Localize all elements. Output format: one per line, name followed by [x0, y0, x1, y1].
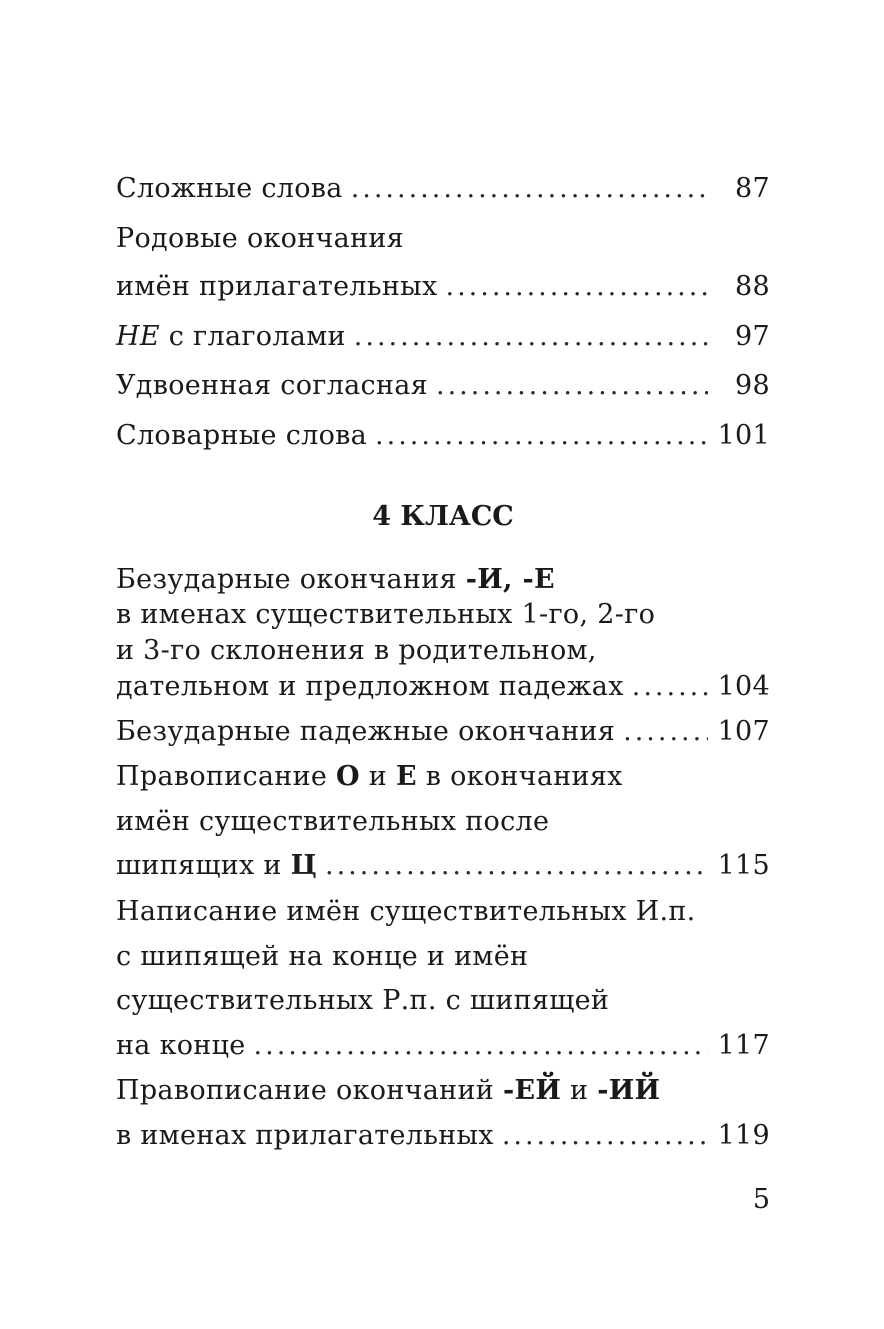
toc-entry-unstressed-case-endings[interactable] [116, 715, 770, 749]
bold-term: -ЕЙ [502, 1075, 562, 1106]
toc-entry-page: 115 [717, 850, 770, 881]
toc-entry-vocabulary-words[interactable] [116, 419, 770, 453]
toc-entry-ey-iy-endings[interactable] [116, 1119, 770, 1153]
toc-entry-title: шипящих и Ц [116, 850, 318, 881]
toc-entry-compound-words[interactable] [116, 172, 770, 206]
section-heading: 4 КЛАСС [372, 501, 514, 532]
bold-term: Е [395, 761, 417, 792]
toc-entry-title: на конце [116, 1030, 246, 1061]
toc-entry-title-line: Безударные окончания -И, -Е [116, 564, 555, 595]
toc-entry-unstressed-endings-i-e[interactable] [116, 670, 770, 704]
toc-page [116, 0, 770, 1329]
toc-entry-title-line: с шипящей на конце и имён [116, 941, 529, 972]
toc-entry-double-consonant[interactable] [116, 369, 770, 403]
bold-term: Ц [290, 850, 318, 881]
toc-entry-page: 104 [717, 671, 770, 702]
bold-term: -ИЙ [597, 1075, 661, 1106]
bold-term: -И, -Е [465, 564, 555, 595]
dot-leader [254, 1029, 708, 1063]
dot-leader [632, 670, 708, 704]
dot-leader [354, 320, 708, 354]
toc-entry-title-line: имён существительных после [116, 806, 550, 837]
dot-leader [623, 715, 707, 749]
dot-leader [325, 849, 708, 883]
italic-term: НЕ [116, 321, 160, 352]
toc-entry-page: 107 [717, 716, 770, 747]
toc-entry-title-line: Написание имён существительных И.п. [116, 896, 696, 927]
toc-entry-title: Сложные слова [116, 173, 343, 204]
toc-entry-title: Безударные падежные окончания [116, 716, 616, 747]
toc-entry-title-line: Правописание О и Е в окончаниях [116, 761, 623, 792]
toc-entry-title-line: существительных Р.п. с шипящей [116, 985, 610, 1016]
toc-entry-title: дательном и предложном падежах [116, 671, 624, 702]
title-rest: с глаголами [159, 321, 346, 352]
toc-entry-title [116, 320, 346, 354]
dot-leader [375, 419, 708, 453]
dot-leader [436, 369, 708, 403]
toc-entry-page: 98 [735, 370, 770, 401]
toc-entry-o-e-after-sibilants[interactable] [116, 849, 770, 883]
toc-entry-gender-endings[interactable] [116, 270, 770, 304]
dot-leader [502, 1119, 708, 1153]
toc-entry-title-line: в именах существительных 1-го, 2-го [116, 599, 656, 630]
dot-leader [351, 172, 708, 206]
toc-entry-title-line: Родовые окончания [116, 223, 405, 254]
toc-entry-page: 87 [735, 173, 770, 204]
toc-entry-title: имён прилагательных [116, 271, 438, 302]
toc-entry-title: в именах прилагательных [116, 1120, 494, 1151]
toc-entry-page: 88 [735, 271, 770, 302]
toc-entry-page: 119 [717, 1120, 770, 1151]
toc-entry-ne-with-verbs[interactable] [116, 320, 770, 354]
toc-entry-nouns-sibilant-ending[interactable] [116, 1029, 770, 1063]
toc-entry-title-line: Правописание окончаний -ЕЙ и -ИЙ [116, 1075, 661, 1106]
toc-entry-page: 117 [717, 1030, 770, 1061]
bold-term: О [336, 761, 360, 792]
page-number: 5 [752, 1184, 770, 1215]
toc-entry-page: 101 [717, 420, 770, 451]
toc-entry-title: Словарные слова [116, 420, 368, 451]
toc-entry-title-line: и 3-го склонения в родительном, [116, 635, 597, 666]
toc-entry-page: 97 [735, 321, 770, 352]
dot-leader [446, 270, 709, 304]
toc-entry-title: Удвоенная согласная [116, 370, 428, 401]
